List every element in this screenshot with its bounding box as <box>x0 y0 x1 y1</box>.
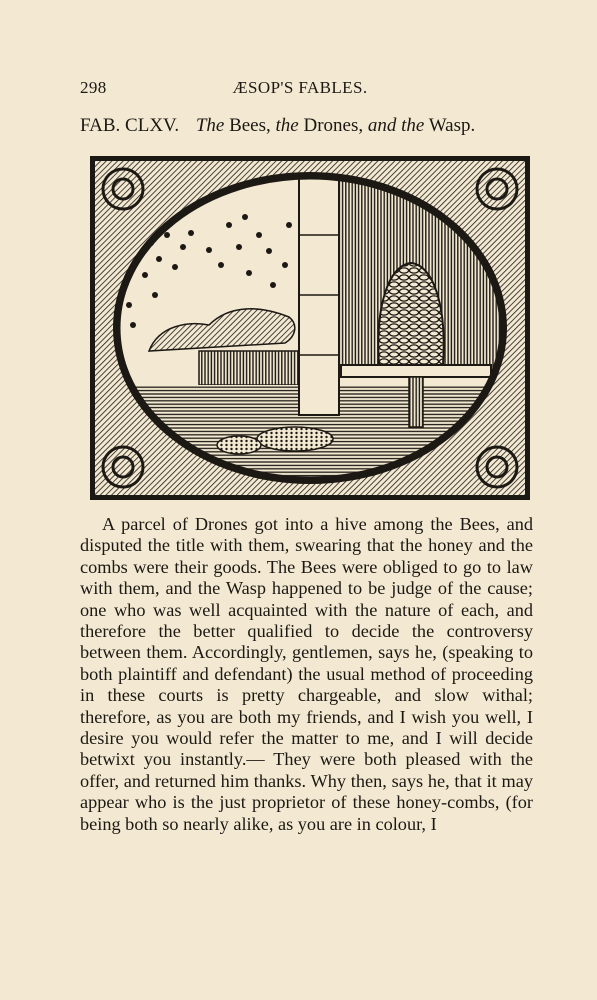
title-the: The <box>195 115 225 136</box>
woodcut-illustration <box>89 155 531 501</box>
title-wasp: Wasp. <box>428 115 476 136</box>
title-and-the: and the <box>367 115 425 136</box>
page-number: 298 <box>80 78 107 97</box>
title-drones: Drones, <box>303 115 364 136</box>
fable-heading <box>80 115 530 137</box>
fable-text <box>80 514 533 835</box>
honeycomb-icon <box>257 427 333 451</box>
running-title: ÆSOP'S FABLES. <box>232 78 368 97</box>
title-the-2: the <box>275 115 299 136</box>
title-bees: Bees, <box>229 115 271 136</box>
fable-paragraph: A parcel of Drones got into a hive among the Bees, and disputed the title with them, swearing that the honey and the combs were their goods. The Bees were obliged to go to law with them, and the Wasp happened to be judge of the cause; one who was well acquainted with the nature of each, and therefore the better qualified to decide the controversy between them. Accordingly, gentlemen, says he, (speaking to both plaintiff and defendant) the usual method of proceeding in these courts is pretty chargeable, and slow withal; therefore, as you are both my friends, and I wish you well, I desire you would refer the matter to me, and I will decide betwixt you instantly.— They were both pleased with the offer, and returned him thanks. Why then, says he, that it may appear who is the just proprietor of these honey-combs, (for being both so nearly alike, as you are in colour, I <box>80 514 533 834</box>
fable-number: FAB. CLXV. <box>80 115 180 136</box>
